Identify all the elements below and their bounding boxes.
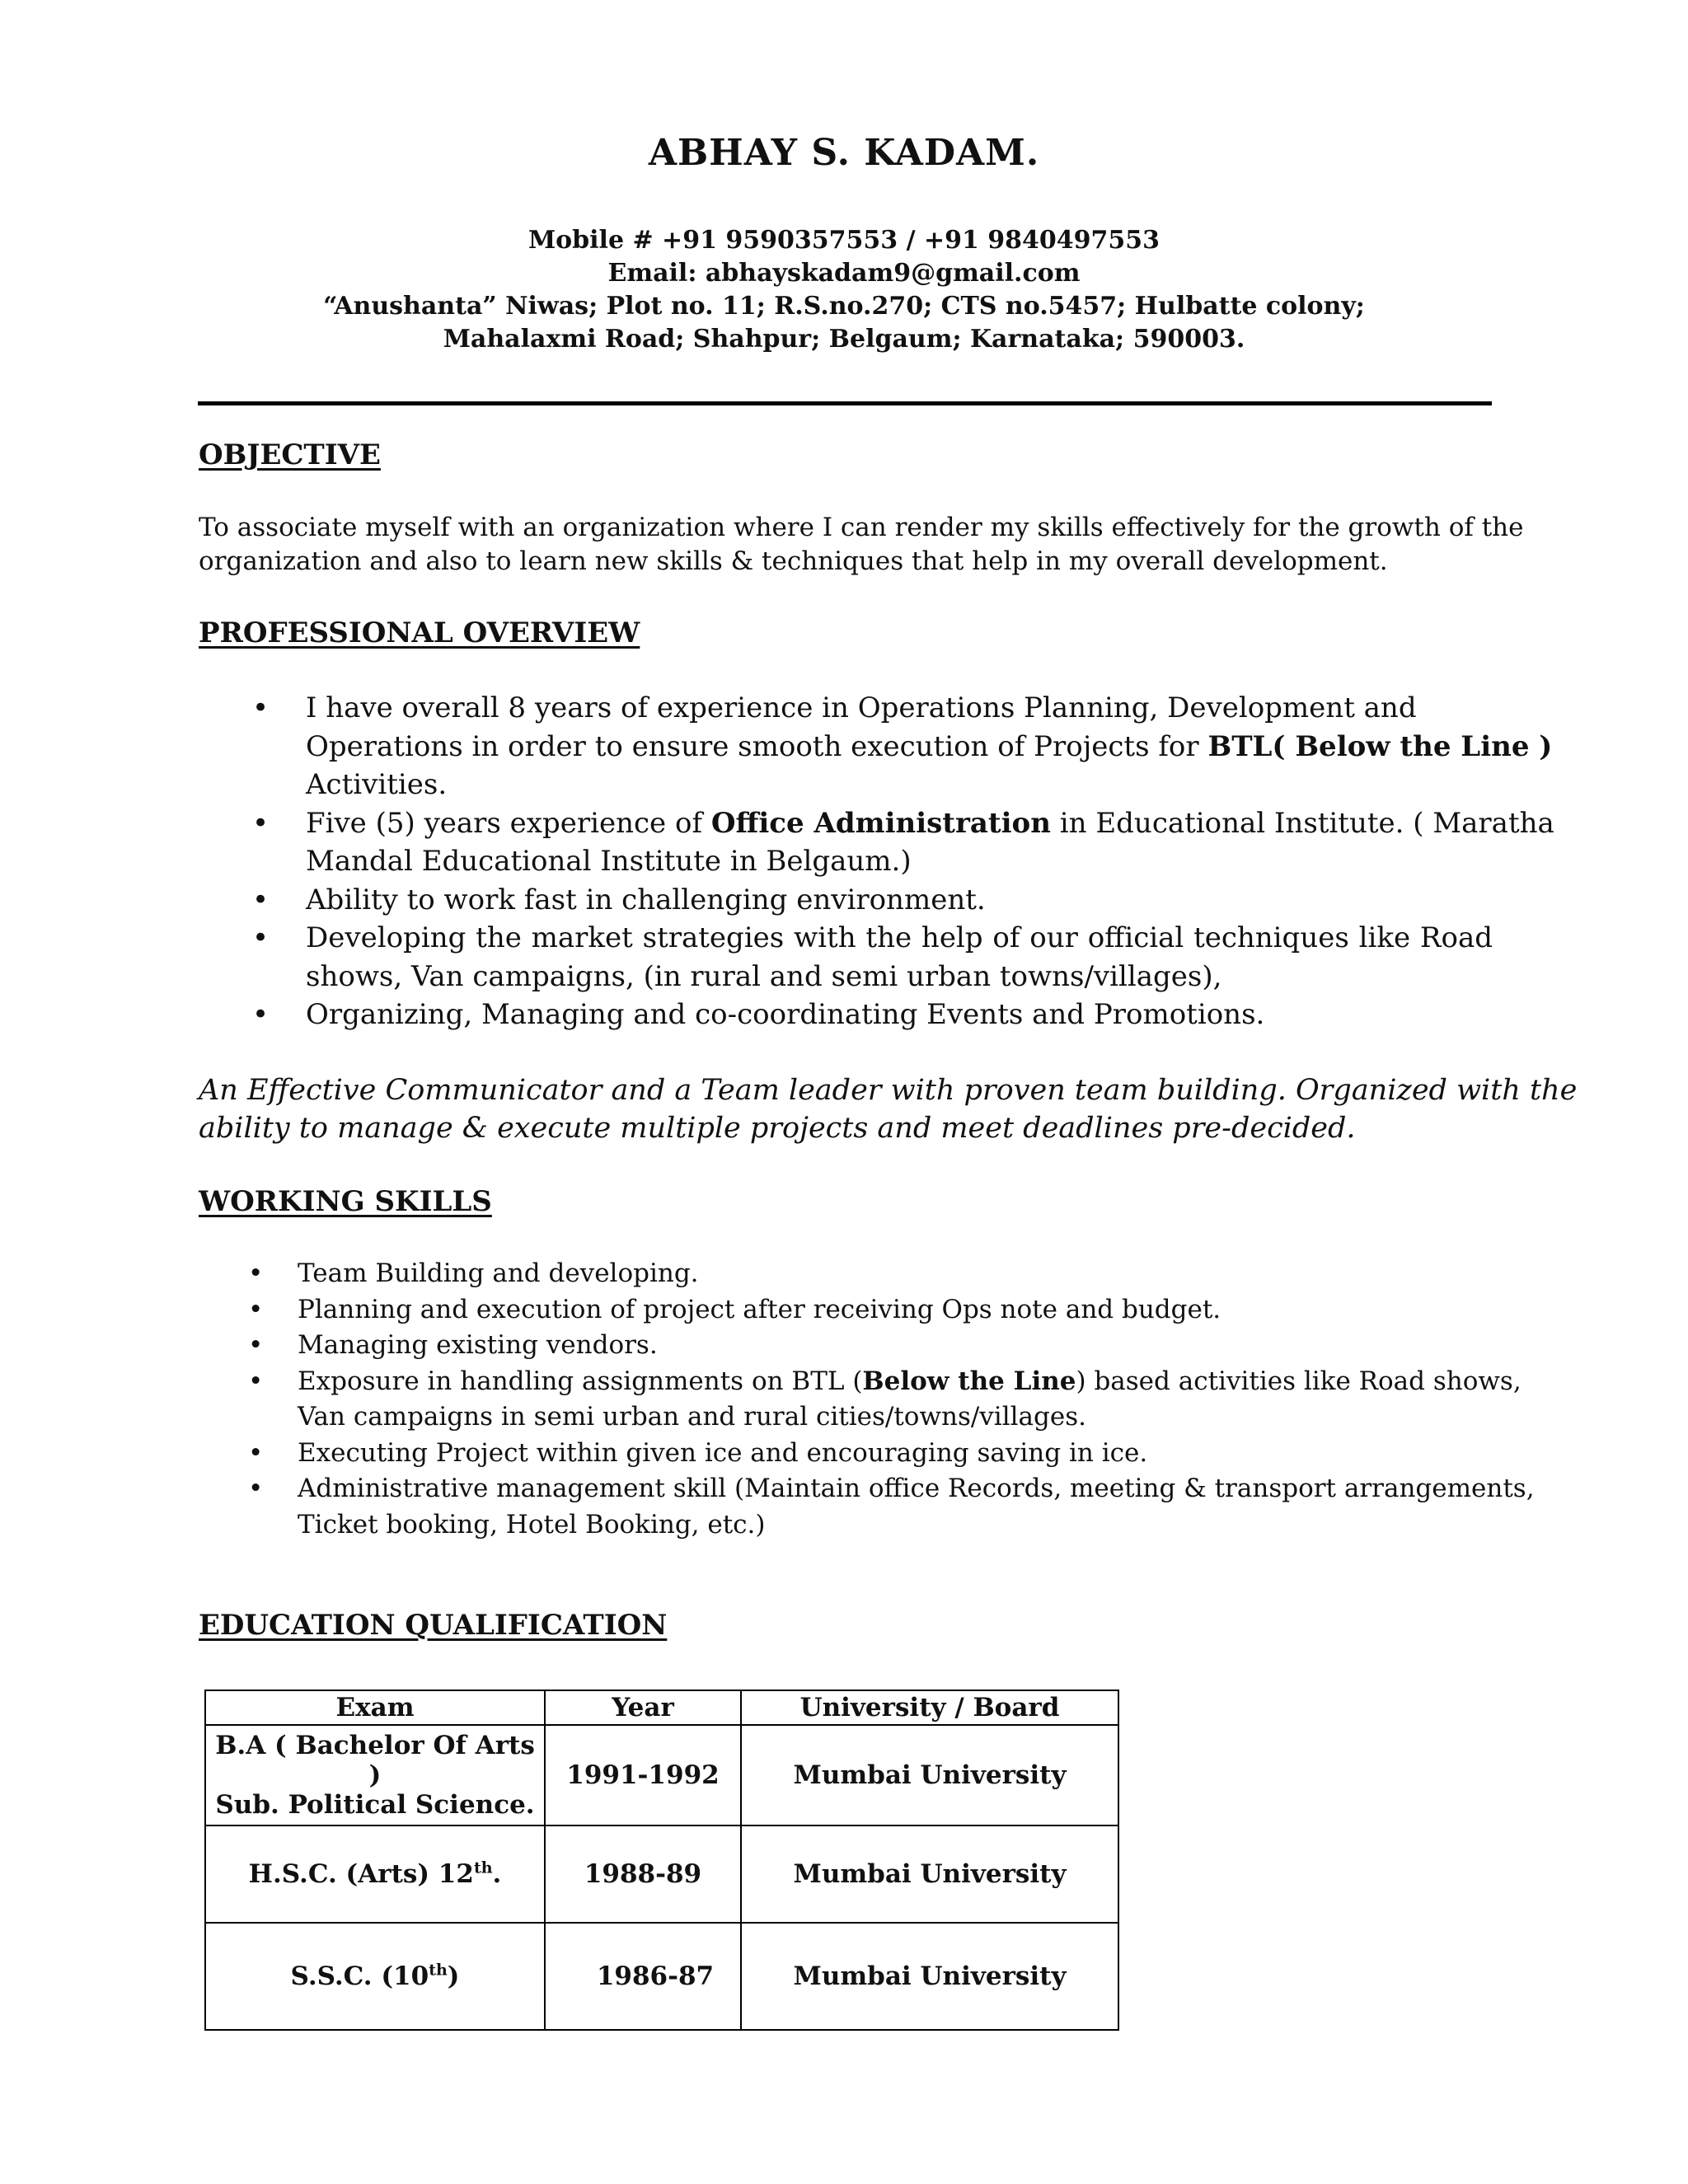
candidate-name: ABHAY S. KADAM. <box>648 132 1040 174</box>
list-item-text: Ability to work fast in challenging environment. <box>306 883 986 916</box>
bullet-icon: • <box>252 921 270 954</box>
email-address: Email: abhayskadam9@gmail.com <box>607 259 1081 288</box>
exam-subject: Sub. Political Science. <box>215 1790 535 1820</box>
education-heading: EDUCATION QUALIFICATION <box>199 1609 668 1642</box>
bullet-icon: • <box>248 1330 264 1360</box>
bullet-icon: • <box>252 998 270 1031</box>
list-item-text: shows, Van campaigns, (in rural and semi urban towns/villages), <box>306 959 1222 993</box>
header-divider <box>198 401 1492 405</box>
column-header-board: University / Board <box>741 1690 1118 1725</box>
bullet-icon: • <box>248 1474 264 1503</box>
list-item <box>199 689 1553 804</box>
column-header-exam: Exam <box>205 1690 545 1725</box>
list-item-text: Managing existing vendors. <box>298 1330 658 1360</box>
list-item-text: Exposure in handling assignments on BTL (Below the Line) based activities like Road shows, <box>298 1366 1522 1396</box>
address-line-1: “Anushanta” Niwas; Plot no. 11; R.S.no.270; CTS no.5457; Hulbatte colony; <box>323 292 1365 321</box>
list-item-text: Five (5) years experience of Office Administration in Educational Institute. ( Maratha <box>306 806 1554 840</box>
working-skills-heading: WORKING SKILLS <box>199 1185 492 1218</box>
bullet-icon: • <box>248 1258 264 1288</box>
list-item <box>199 804 1554 881</box>
list-item <box>199 1436 1501 1472</box>
exam-cell <box>205 1725 545 1825</box>
list-item-text: I have overall 8 years of experience in Operations Planning, Development and <box>306 691 1417 724</box>
bullet-icon: • <box>252 806 270 840</box>
working-skills-list <box>199 1256 1535 1543</box>
year-cell: 1986-87 <box>545 1923 741 2030</box>
professional-overview-list <box>199 689 1554 1034</box>
exam-cell: H.S.C. (Arts) 12th. <box>205 1825 545 1923</box>
list-item <box>199 1256 1501 1292</box>
list-item <box>199 1292 1501 1329</box>
year-cell: 1988-89 <box>545 1825 741 1923</box>
list-item-text: Ticket booking, Hotel Booking, etc.) <box>298 1509 766 1540</box>
column-header-year: Year <box>545 1690 741 1725</box>
bullet-icon: • <box>252 691 270 724</box>
table-row <box>205 1725 1118 1825</box>
education-table <box>204 1690 1119 2031</box>
summary-statement <box>199 1071 1578 1147</box>
list-item-text: Activities. <box>306 768 448 801</box>
list-item-text: Operations in order to ensure smooth execution of Projects for BTL( Below the Line ) <box>306 729 1553 763</box>
list-item-text: Developing the market strategies with the help of our official techniques like Road <box>306 921 1493 954</box>
exam-name: B.A ( Bachelor Of Arts ) <box>215 1731 535 1790</box>
contact-block <box>0 224 1688 356</box>
board-cell: Mumbai University <box>741 1923 1118 2030</box>
objective-line: To associate myself with an organization where I can render my skills effectively for the growth of the <box>199 513 1524 542</box>
list-item <box>199 1364 1522 1436</box>
table-header-row <box>205 1690 1118 1725</box>
mobile-numbers: Mobile # +91 9590357553 / +91 9840497553 <box>528 226 1160 255</box>
list-item-text: Mandal Educational Institute in Belgaum.) <box>306 845 912 878</box>
table-row <box>205 1923 1118 2030</box>
bullet-icon: • <box>248 1366 264 1396</box>
list-item <box>199 1471 1535 1543</box>
exam-cell: S.S.C. (10th) <box>205 1923 545 2030</box>
list-item <box>199 996 1493 1034</box>
list-item <box>199 1328 1501 1364</box>
summary-line: An Effective Communicator and a Team leader with proven team building. Organized with the <box>199 1074 1578 1107</box>
bullet-icon: • <box>248 1294 264 1324</box>
list-item-text: Organizing, Managing and co-coordinating Events and Promotions. <box>306 998 1265 1031</box>
list-item-text: Team Building and developing. <box>298 1258 699 1288</box>
list-item-text: Planning and execution of project after receiving Ops note and budget. <box>298 1294 1221 1324</box>
objective-heading: OBJECTIVE <box>199 438 381 471</box>
bullet-icon: • <box>252 883 270 916</box>
year-cell: 1991-1992 <box>545 1725 741 1825</box>
objective-line: organization and also to learn new skills & techniques that help in my overall development. <box>199 546 1388 576</box>
list-item-text: Administrative management skill (Maintain office Records, meeting & transport arrangements, <box>298 1474 1535 1503</box>
address-line-2: Mahalaxmi Road; Shahpur; Belgaum; Karnataka; 590003. <box>443 325 1245 354</box>
list-item-text: Executing Project within given ice and encouraging saving in ice. <box>298 1437 1148 1468</box>
professional-overview-heading: PROFESSIONAL OVERVIEW <box>199 616 640 649</box>
list-item-text: Van campaigns in semi urban and rural cities/towns/villages. <box>298 1402 1086 1432</box>
table-row <box>205 1825 1118 1923</box>
summary-line: ability to manage & execute multiple projects and meet deadlines pre-decided. <box>199 1112 1356 1145</box>
objective-text <box>199 511 1524 579</box>
board-cell: Mumbai University <box>741 1725 1118 1825</box>
list-item <box>199 881 1493 920</box>
board-cell: Mumbai University <box>741 1825 1118 1923</box>
list-item <box>199 919 1493 996</box>
bullet-icon: • <box>248 1437 264 1468</box>
